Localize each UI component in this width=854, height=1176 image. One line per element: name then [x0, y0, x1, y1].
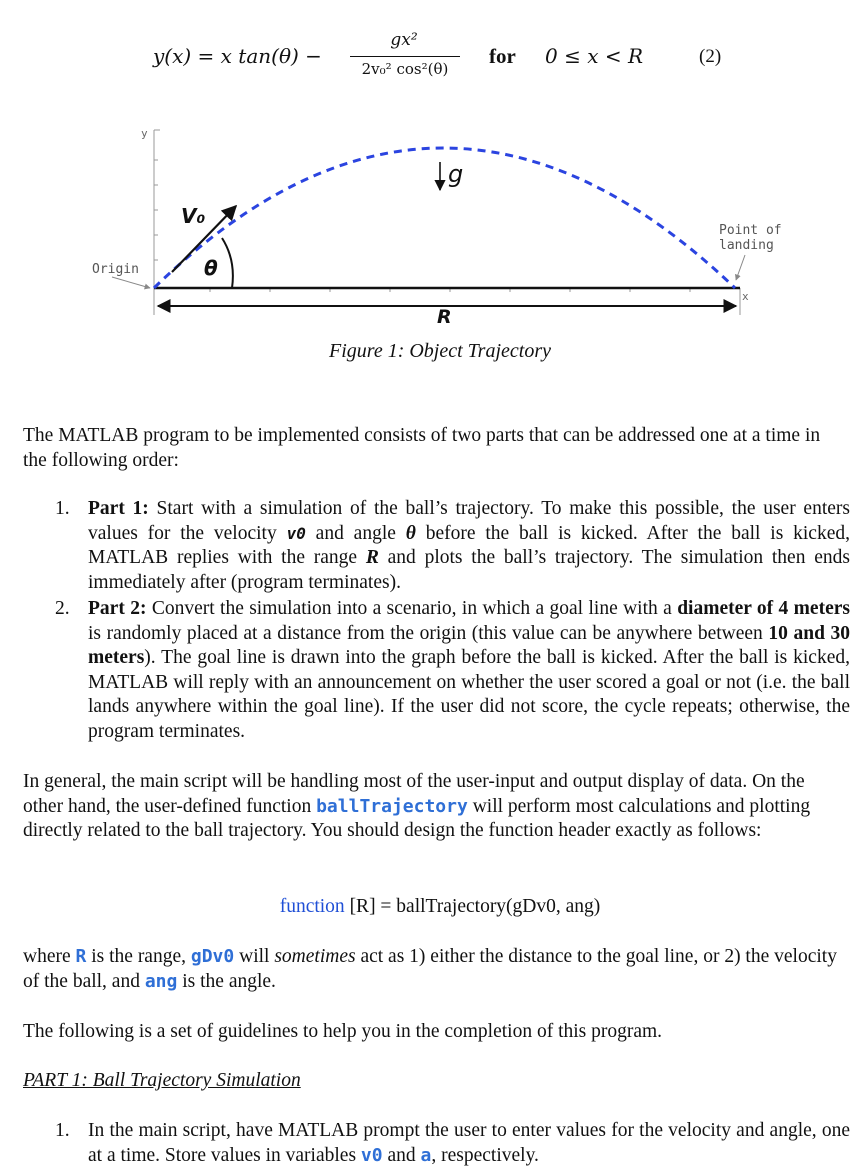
landing-label-line2: landing — [719, 238, 774, 253]
step1-text: In the main script, have MATLAB prompt the user to enter values for the velocity and angle, one at a time. Store values in variables v0 and a, respectively. — [88, 1120, 850, 1166]
general-paragraph: In general, the main script will be handling most of the user-input and output display of data. On the other hand, the user-defined function ballTrajectory will perform most calculations and plotting directly related to the ball trajectory. You should design the function header exactly as follows: — [23, 771, 811, 841]
list-item-step1 — [55, 1119, 850, 1169]
landing-label-line1: Point of — [719, 223, 782, 238]
intro-paragraph: The MATLAB program to be implemented consists of two parts that can be addressed one at a time in the following order: — [23, 425, 821, 471]
fraction-bar — [350, 56, 460, 57]
guidelines-paragraph: The following is a set of guidelines to help you in the completion of this program. — [23, 1021, 663, 1042]
gravity-label: g — [448, 160, 464, 188]
trajectory-curve — [154, 148, 735, 288]
theta-var: θ — [405, 522, 416, 544]
angle-arc — [222, 238, 233, 288]
equation-number: (2) — [699, 46, 722, 67]
part2-text: Part 2: Convert the simulation into a scenario, in which a goal line with a diameter of 4 meters is randomly placed at a distance from the origin (this value can be anywhere between 10 and 30 meters). The goal line is drawn into the graph before the ball is kicked. After the ball is kicked, MATLAB will reply with an announcement on whether the user scored a goal or not (i.e. the ball lands anywhere within the goal line). If the user did not score, the cycle repeats; otherwise, the program terminates. — [88, 598, 850, 742]
function-header: function [R] = ballTrajectory(gDv0, ang) — [279, 896, 601, 917]
equation-condition: 0 ≤ x < R — [545, 44, 644, 68]
part1-title: Part 1: — [88, 498, 149, 519]
origin-pointer — [112, 277, 150, 288]
function-name: ballTrajectory — [316, 795, 468, 817]
part2-title: Part 2: — [88, 598, 147, 619]
v0-var: v0 — [286, 523, 306, 543]
where-paragraph: where R is the range, gDv0 will sometimes act as 1) either the distance to the goal line, or 2) the velocity of the ball, and ang is the angle. — [23, 946, 837, 992]
function-keyword: function — [279, 896, 345, 917]
list-number: 2. — [55, 598, 70, 619]
equation-lhs: y(x) = x tan(θ) − — [153, 44, 322, 68]
equation-numerator: gx² — [390, 30, 418, 50]
v0-label: V₀ — [181, 204, 206, 228]
list-number: 1. — [55, 498, 70, 519]
trajectory-diagram — [0, 120, 854, 320]
landing-pointer — [736, 255, 745, 280]
part1-text: Part 1: Start with a simulation of the ball’s trajectory. To make this possible, the user enters values for the velocity v0 and angle θ before the ball is kicked. After the ball is kicked, MATLAB replies with the range R and plots the ball’s trajectory. The simulation then ends immediately after (program terminates). — [88, 498, 850, 593]
x-axis-label: x — [742, 290, 749, 303]
range-var: R — [365, 547, 379, 568]
origin-label: Origin — [92, 262, 139, 277]
part1-heading: PART 1: Ball Trajectory Simulation — [23, 1070, 301, 1091]
list-item-part2 — [55, 597, 850, 747]
theta-label: θ — [204, 256, 218, 280]
trajectory-figure — [0, 120, 854, 328]
figure-caption: Figure 1: Object Trajectory — [329, 340, 551, 362]
list-number: 1. — [55, 1120, 70, 1141]
range-label: R — [437, 306, 452, 328]
y-axis-label: y — [141, 127, 148, 140]
y-axis — [154, 130, 160, 288]
equation-for: for — [489, 44, 516, 68]
equation-denominator: 2v₀² cos²(θ) — [361, 60, 449, 78]
list-item-part1 — [55, 497, 850, 597]
